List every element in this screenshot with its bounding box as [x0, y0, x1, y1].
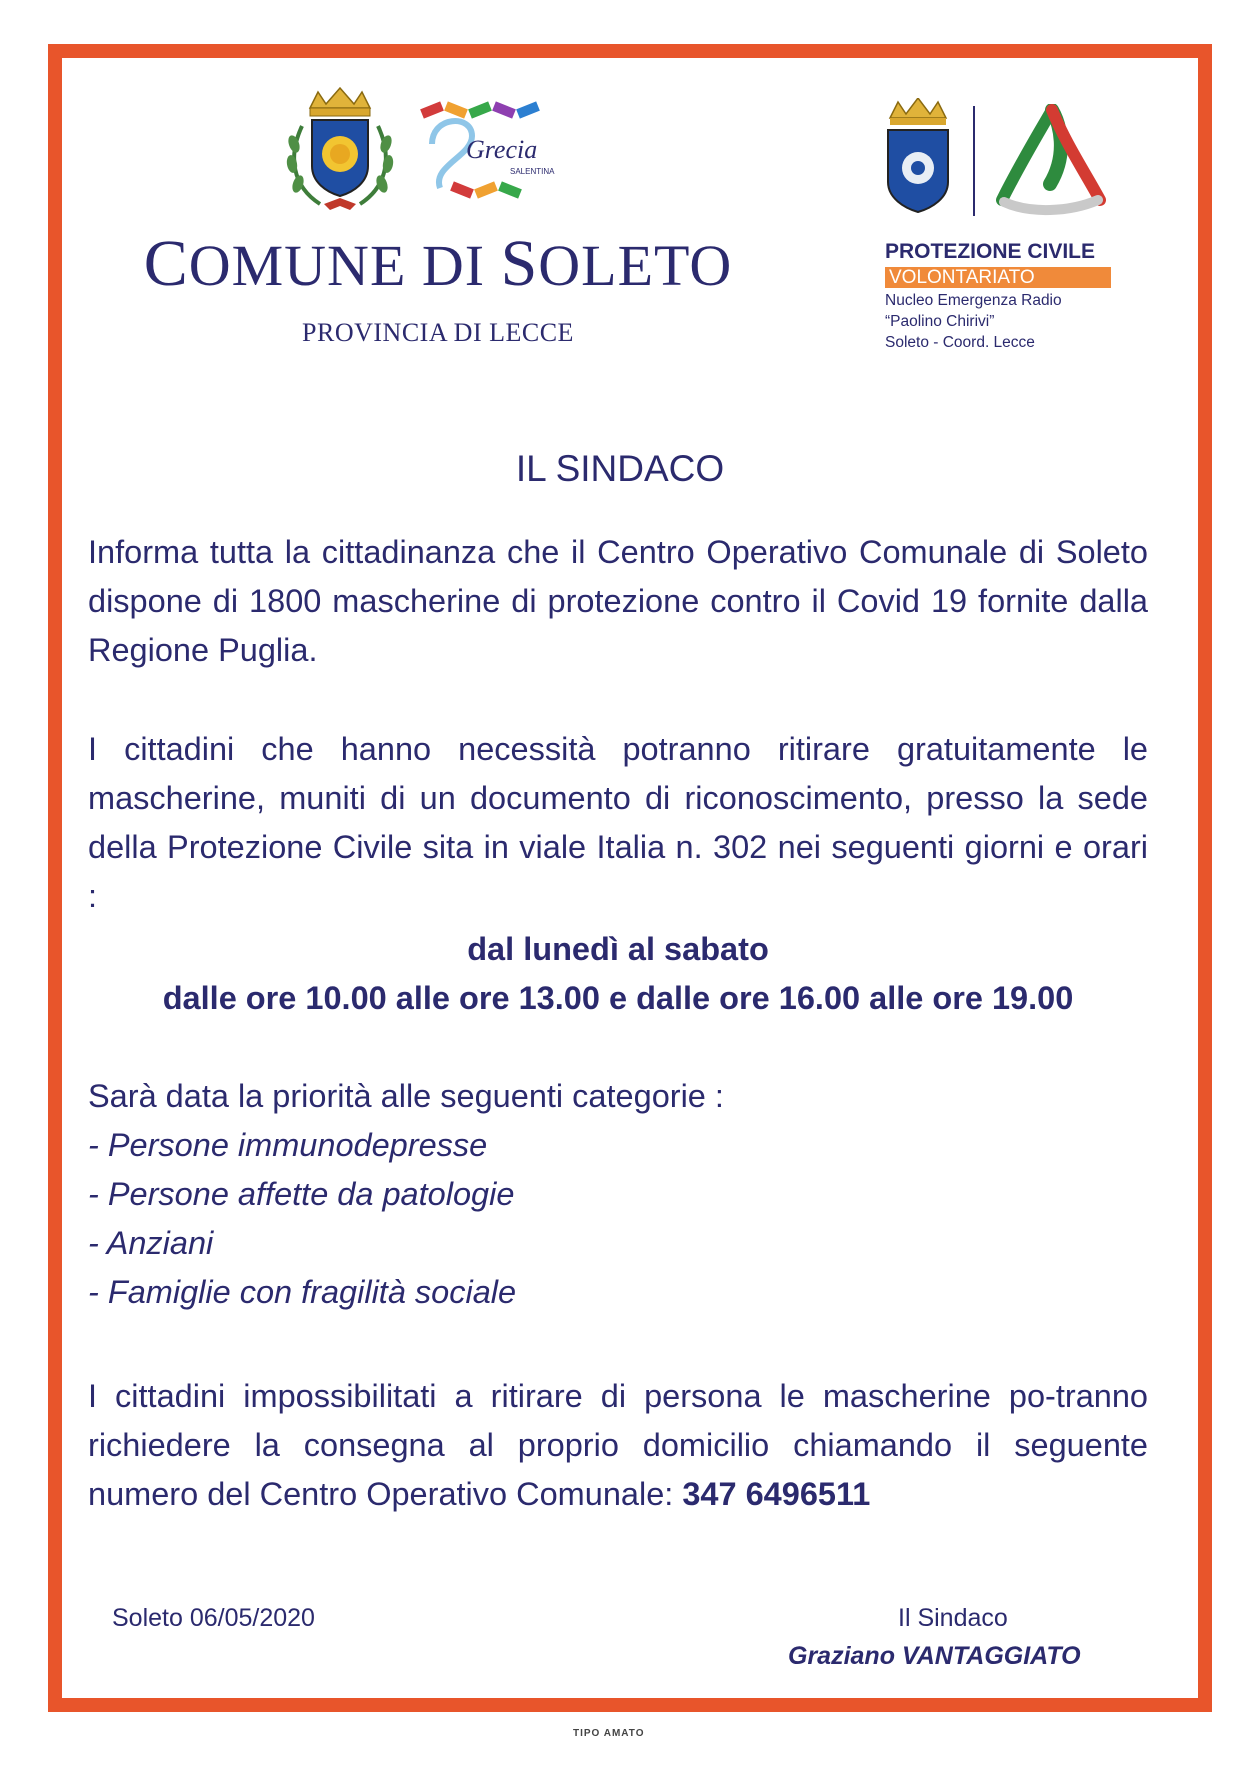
notice-title: IL SINDACO — [515, 448, 725, 489]
contact-phone-number: 347 6496511 — [682, 1476, 871, 1512]
category-item: - Famiglie con fragilità sociale — [88, 1274, 517, 1310]
pc-line-2: “Paolino Chirivi” — [885, 313, 995, 330]
grecia-logo-text: Grecia — [466, 135, 538, 164]
category-item: - Persone immunodepresse — [88, 1127, 488, 1163]
notice-paragraph-3 — [88, 1372, 1148, 1519]
priority-intro: Sarà data la priorità alle seguenti categorie : — [88, 1078, 724, 1114]
pc-volontariato-band: VOLONTARIATO — [885, 267, 1111, 288]
notice-paragraph-3-text: I cittadini impossibilitati a ritirare di persona le mascherine po-tranno richiedere la consegna al proprio domicilio chiamando il seguente numero del Centro Operativo Comunale: — [88, 1378, 1148, 1512]
comune-title-part: OMUNE DI — [188, 233, 501, 298]
comune-title-initial-c: C — [143, 227, 189, 300]
protezione-civile-crest-icon — [882, 98, 954, 219]
comune-title — [98, 226, 778, 302]
place-date: Soleto 06/05/2020 — [112, 1604, 315, 1632]
category-item: - Anziani — [88, 1225, 214, 1261]
comune-title-initial-s: S — [500, 227, 539, 300]
provincia-subtitle: PROVINCIA DI LECCE — [302, 318, 574, 347]
notice-paragraph-2: I cittadini che hanno necessità potranno ritirare gratuitamente le mascherine, muniti di un documento di riconoscimento, presso la sede della Protezione Civile sita in viale Italia n. 302 nei seguenti giorni e orari : — [88, 731, 1148, 914]
signature-role: Il Sindaco — [898, 1604, 1008, 1632]
printer-mark — [573, 1728, 644, 1739]
pc-title: PROTEZIONE CIVILE — [885, 240, 1096, 263]
grecia-logo-sub: SALENTINA — [510, 167, 555, 176]
notice-paragraph-1: Informa tutta la cittadinanza che il Centro Operativo Comunale di Soleto dispone di 1800 mascherine di protezione contro il Covid 19 fornite dalla Regione Puglia. — [88, 534, 1148, 668]
schedule-hours: dalle ore 10.00 alle ore 13.00 e dalle ore 16.00 alle ore 19.00 — [162, 980, 1074, 1016]
schedule-days: dal lunedì al sabato — [467, 931, 769, 967]
printer-mark-text: TIPO AMATO — [573, 1728, 645, 1739]
protezione-civile-triangle-icon — [990, 104, 1110, 221]
signature-name: Graziano VANTAGGIATO — [788, 1642, 1081, 1670]
pc-line-3: Soleto - Coord. Lecce — [885, 334, 1035, 351]
comune-crest-icon — [280, 86, 400, 221]
pc-divider — [973, 106, 975, 216]
pc-line-1: Nucleo Emergenza Radio — [885, 292, 1062, 309]
comune-title-end: OLETO — [538, 233, 733, 298]
category-item: - Persone affette da patologie — [88, 1176, 515, 1212]
grecia-salentina-logo — [412, 96, 562, 211]
